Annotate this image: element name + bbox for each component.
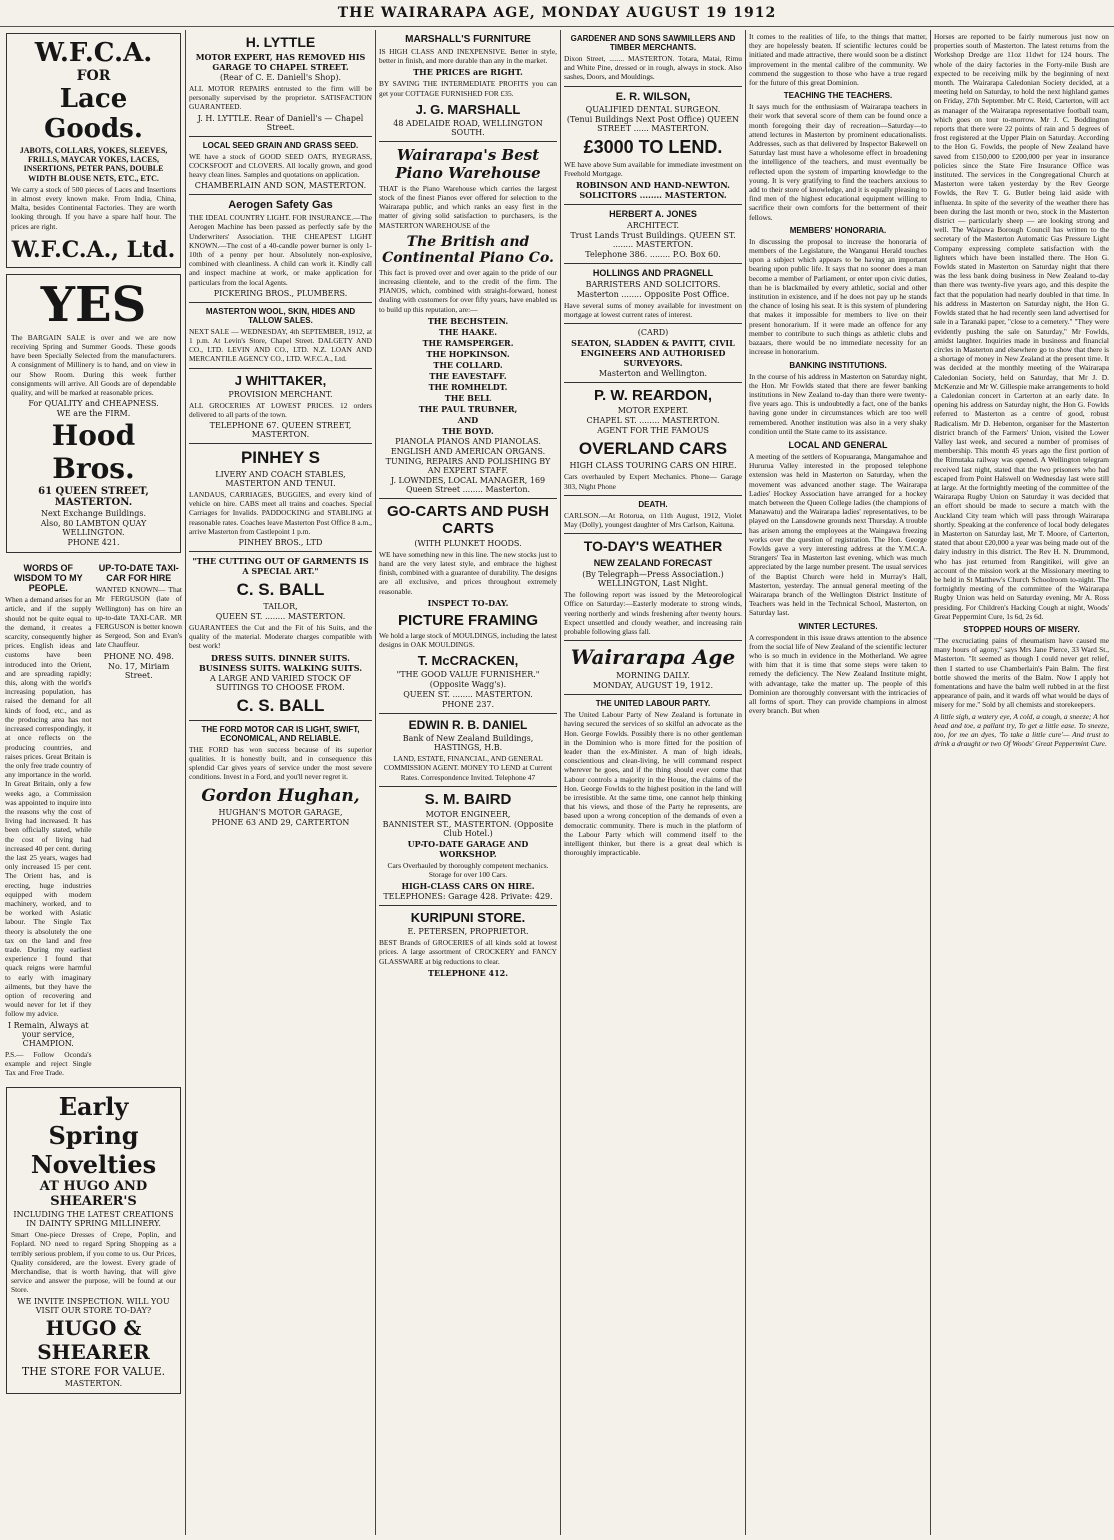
early-spring: Early Spring Novelties: [30, 1092, 157, 1180]
hugo-including: INCLUDING THE LATEST CREATIONS IN DAINTY SPRING MILLINERY.: [13, 1210, 174, 1229]
marshall-body: IS HIGH CLASS AND INEXPENSIVE. Better in style, better in finish, and more durable than any in the market.: [379, 47, 557, 66]
aerogen-sign: PICKERING BROS., PLUMBERS.: [213, 288, 348, 298]
wisdom-article: [5, 559, 92, 1079]
lend-sign: ROBINSON AND HAND-NEWTON. SOLICITORS ........ MASTERTON.: [576, 180, 730, 201]
gardner-body: Dixon Street, ........ MASTERTON. Totara, Matai, Rimu and White Pine, dressed or in rough, always in stock. Also sashes, Doors, and Mouldings.: [564, 54, 742, 82]
overland-body: Cars overhauled by Expert Mechanics. Phone— Garage 303, Night Phone: [564, 472, 742, 491]
ball-body: GUARANTEES the Cut and the Fit of his Suits, and the quality of the material. Moderate charges compatible with best work!: [189, 623, 372, 651]
editorial-top: It comes to the realities of life, to the things that matter, they are hopelessly beaten. If scientific lectures could be initiated and made attractive, there would soon be a distinct improvement in the mental calibre of the community. We commend the suggestion to those who have a true regard for the future of this great Dominion.: [749, 32, 927, 88]
gardner-title: GARDENER AND SONS SAWMILLERS AND TIMBER MERCHANTS.: [570, 34, 736, 52]
grass-sign: CHAMBERLAIN AND SON, MASTERTON.: [194, 181, 367, 191]
wisdom-title: WORDS OF WISDOM TO MY PEOPLE.: [13, 563, 83, 594]
wfca-title: W.F.C.A.: [34, 38, 153, 68]
grass-body: WE have a stock of GOOD SEED OATS, RYEGRASS, COCKSFOOT and CLOVERS. All locally grown, and good heavy clean lines. Samples and quotations on application.: [189, 151, 372, 180]
misery-title: STOPPED HOURS OF MISERY.: [963, 625, 1080, 634]
wfca-items: JABOTS, COLLARS, YOKES, SLEEVES, FRILLS, MAYCAR YOKES, LACES, INSERTIONS, PETER PANS, DOUBLE WIDTH BLOUSE NETS, ETC., ETC.: [19, 146, 168, 183]
hood-phone: PHONE 421.: [67, 538, 120, 548]
petersen: E. PETERSEN, PROPRIETOR.: [407, 927, 529, 937]
jones-sub: ARCHITECT.: [626, 221, 680, 231]
mccracken-opposite: (Opposite Wagg's).: [429, 680, 507, 690]
reardon-name: P. W. REARDON,: [593, 387, 713, 405]
yes-quality: For QUALITY and CHEAPNESS.: [28, 399, 159, 409]
weather-body: The following report was issued by the Meteorological Office on Saturday:—Easterly moderate to strong winds, veering northerly and winds freshening after twenty hours. Expect unsettled and cloudy weather, and increasing rain probable following glass fall.: [564, 590, 742, 637]
hood-next: Next Exchange Buildings.: [40, 509, 147, 519]
marshall-prices: THE PRICES are RIGHT.: [413, 67, 523, 78]
hollings-address: Masterton ........ Opposite Post Office.: [576, 290, 730, 300]
banking-title: BANKING INSTITUTIONS.: [789, 360, 887, 370]
piano-item: THE PAUL TRUBNER,: [418, 403, 518, 414]
piano-body: THAT is the Piano Warehouse which carries the largest stock of the finest Pianos ever offered for selection to the Wairarapa public, and which ranks an easy first in the matter of giving solid satisfaction to purchasers, is the MASTERTON WAREHOUSE of the: [379, 183, 557, 230]
piano-item: THE HOPKINSON.: [426, 348, 510, 359]
yes-heading: YES: [40, 276, 147, 333]
aerogen-body: THE IDEAL COUNTRY LIGHT. FOR INSURANCE.—The Aerogen Machine has been passed as perfectly safe by the Underwriters' Association. THE CHEAPEST LIGHT KNOWN.—The cost of a 40-candle power burner is only 1-10th of a penny per hour. Absolutely non-explosive, combined with cleanliness. A child can work it. Kindly call and inspect machine at work, or make application for particulars from the local Agents.: [189, 213, 372, 287]
teachers-body: It says much for the enthusiasm of Wairarapa teachers in their work that several score of them can be found once a month foregoing their day of recreation—Saturday—to attend lectures in Masterton by prominent educationalists. Addresses, such as that delivered by Inspector Bakewell on Saturday last must have a wholesome effect in broadening the intelligence of the teachers, and must eventually be reflected upon the system of imparting knowledge to the young. It is very gratifying to find the teachers anxious to add to their store of knowledge, and it is equally pleasing to find men of the highest educational equipment willing to sacrifice their own comforts for the betterment of their fellows.: [749, 102, 927, 222]
lend-body: WE have above Sum available for immediate investment on Freehold Mortgage.: [564, 159, 742, 178]
hughan-name: Gordon Hughan,: [201, 785, 360, 806]
lyttle-sign: J. H. LYTTLE. Rear of Daniell's — Chapel Street.: [197, 113, 364, 132]
pinhey-body: LANDAUS, CARRIAGES, BUGGIES, and every kind of vehicle on hire. CABS meet all trains and coaches. Special Carriages for Invalids. PADDOCKING and STABLING at reasonable rates. Coaches leave Masterton Post Office 8 a.m., arrive Masterton from Castlepoint 1 p.m.: [189, 490, 372, 536]
aerogen-title: Aerogen Safety Gas: [228, 199, 333, 212]
wfca-for: FOR: [76, 68, 111, 84]
winter-title: WINTER LECTURES.: [798, 621, 878, 631]
column-6: [931, 30, 1112, 1535]
ford-title: THE FORD MOTOR CAR IS LIGHT, SWIFT, ECONOMICAL, AND RELIABLE.: [201, 724, 360, 743]
labour-body: The United Labour Party of New Zealand is fortunate in having secured the services of so skilful an advocate as the Hon. George Fowlds. Possibly there is no other gentleman in the Dominion who is more fitted for the position of leader than the ex-Minister. A man of high ideals, conscientious and clean-living, he will command respect wherever he goes, and if the thing should ever come that Labour controls a majority in the House, the claims of the Hon. George Fowlds to the highest position in the land will be irresistible. At the same time, one cannot help thinking that his views, and those of the Party he represents, are based upon a wrong conception of the demands of even a democratic community. There is much in the platform of the Labour Party which will commend itself to the intelligent thinker, but there is a great deal which is thoroughly impracticable.: [564, 710, 742, 858]
seaton-name: SEATON, SLADDEN & PAVITT, CIVIL ENGINEERS AND AUTHORISED SURVEYORS.: [571, 338, 735, 369]
mccracken-address: QUEEN ST. ........ MASTERTON.: [403, 690, 533, 700]
gocarts-title: GO-CARTS AND PUSH CARTS: [387, 502, 549, 537]
wfca-body: We carry a stock of 500 pieces of Laces and Insertions in almost every known make. From India, China, Malta, besides Continental Factories. They are worth looking through. If you have a spare half hour. The prices are right.: [11, 184, 176, 231]
grass-title: LOCAL SEED GRAIN AND GRASS SEED.: [202, 140, 359, 150]
marshall-cut: BY SAVING THE INTERMEDIATE PROFITS you can get your COTTAGE FURNISHED FOR £35.: [379, 79, 557, 98]
winter-body: A correspondent in this issue draws attention to the absence from the social life of New Zealand of the scientific lecturer who is so much in evidence in the Motherland. We agree with him that it is time that some steps were taken to remedy the deficiency. The New Zealand Institute might, with advantage, take the matter up. The people of this Dominion are thoroughly conversant with the intricacies of all forms of sport. They can provide champions in almost every branch. But when: [749, 632, 927, 716]
pinhey-sub: LIVERY AND COACH STABLES, MASTERTON AND TENUI.: [215, 470, 346, 489]
piano-item: THE EAVESTAFF.: [429, 370, 507, 381]
death-title: DEATH.: [638, 499, 668, 509]
taxi-body: WANTED KNOWN— That Mr FERGUSON (late of Wellington) has on hire an up-to-date TAXI-CAR. MR FERGUSON is better known as Sergeod, Son and Evan's late Chauffeur.: [95, 585, 182, 650]
hood-ad: [6, 274, 181, 553]
pianola: PIANOLA PIANOS AND PIANOLAS.: [395, 436, 541, 446]
piano-item: AND: [457, 414, 479, 425]
daniel-body: LAND, ESTATE, FINANCIAL, AND GENERAL COMMISSION AGENT. MONEY TO LEND at Current Rates. Correspondence Invited. Telephone 47: [383, 754, 553, 782]
banking-body: In the course of his address in Masterton on Saturday night, the Hon. Mr Fowlds stated that there are fewer banking institutions in New Zealand to-day than there were twenty-five years ago. This is undoubtedly a fact, one of the banks having gone under in circumstances which are too well remembered. Another institution was also in a very shaky condition until the State came to its assistance.: [749, 371, 927, 436]
british-body: This fact is proved over and over again to the pride of our increasing clientele, and to the credit of the firm. The PIANOS, which, combined with straight-forward, honest dealing with customers for over fifty years, have enabled us to build up this reputation, are:—: [379, 267, 557, 314]
lyttle-rear: (Rear of C. E. Daniell's Shop).: [219, 73, 341, 82]
ball-tag: "THE CUTTING OUT OF GARMENTS IS A SPECIAL ART.": [192, 556, 369, 577]
wfca-lace: Lace Goods.: [44, 84, 143, 144]
tuning: TUNING, REPAIRS AND POLISHING BY AN EXPERT STAFF.: [385, 456, 551, 475]
kuripuni-telephone: TELEPHONE 412.: [428, 967, 508, 978]
mccracken-tag: "THE GOOD VALUE FURNISHER.": [396, 670, 540, 680]
piano-item: THE COLLARD.: [433, 359, 503, 370]
wilson-sub: QUALIFIED DENTAL SURGEON.: [585, 104, 721, 114]
wool-body: NEXT SALE — WEDNESDAY, 4th SEPTEMBER, 1912, at 1 p.m. At Levin's Store, Chapel Street. DALGETY AND CO., LTD. LEVIN AND CO., LTD. N.Z. LOAN AND MERCANTILE AGENCY CO., LTD. W.F.C.A., Ltd.: [189, 326, 372, 364]
hugo-body: Smart One-piece Dresses of Crepe, Poplin, and Foplard. NO need to regard Spring Shopping as a terribly serious problem, if you come to us. Our Prices, Quality considered, are the lowest. Every grade of Merchandise, that is worth having, that will give service and answer the purpose, will be found at our Store.: [11, 1230, 176, 1295]
column-2: [186, 30, 375, 1535]
piano-item: THE HAAKE.: [438, 326, 498, 337]
age-date: MONDAY, AUGUST 19, 1912.: [592, 681, 714, 691]
gocarts-inspect: INSPECT TO-DAY.: [427, 597, 509, 608]
jones-name: HERBERT A. JONES: [609, 209, 697, 220]
whittaker-phone: TELEPHONE 67. QUEEN STREET, MASTERTON.: [209, 421, 352, 440]
hollings-name: HOLLINGS AND PRAGNELL: [592, 268, 714, 279]
gocarts-body: WE have something new in this line. The new stocks just to hand are the very latest style, and embrace the highest finish, combined with a guarantee of durability. The designs are all exclusive, and prices throughout extremely reasonable.: [379, 549, 557, 596]
marshall-title: MARSHALL'S FURNITURE: [405, 34, 531, 45]
yes-firm: WE are the FIRM.: [56, 409, 131, 419]
seaton-address: Masterton and Wellington.: [598, 369, 708, 379]
baird-telephones: TELEPHONES: Garage 428. Private: 429.: [383, 892, 553, 902]
piano-item: THE BOYD.: [442, 425, 494, 436]
hughan-phone: PHONE 63 AND 29, CARTERTON: [211, 817, 350, 827]
ball-tailor: TAILOR,: [263, 602, 298, 612]
baird-hire: HIGH-CLASS CARS ON HIRE.: [401, 881, 535, 892]
lyttle-sub: MOTOR EXPERT, HAS REMOVED HIS GARAGE TO CHAPEL STREET.: [195, 52, 366, 72]
hugo-invite: WE INVITE INSPECTION. WILL YOU VISIT OUR STORE TO-DAY?: [17, 1296, 170, 1315]
piano-item: THE RAMSPERGER.: [422, 337, 514, 348]
taxi-title: UP-TO-DATE TAXI-CAR FOR HIRE: [98, 563, 179, 584]
card-label: (CARD): [637, 328, 669, 338]
lowndes: J. LOWNDES, LOCAL MANAGER, 169 Queen Street ........ Masterton.: [390, 475, 546, 494]
pinhey-name: PINHEY S: [240, 448, 321, 468]
taxi-phone: PHONE NO. 498.: [103, 651, 174, 661]
hugo-at: AT HUGO AND SHEARER'S: [39, 1179, 148, 1210]
hugo-ad: [6, 1087, 181, 1393]
daniel-sub: Bank of New Zealand Buildings, HASTINGS, H.B.: [402, 734, 534, 753]
wisdom-and-shop: [5, 559, 182, 1079]
mccracken-phone: PHONE 237.: [441, 700, 495, 710]
weather-title: TO-DAY'S WEATHER: [583, 538, 723, 555]
hollings-body: Have several sums of money available for investment on mortgage at lowest current rates of interest.: [564, 301, 742, 320]
british-title: The British and Continental Piano Co.: [382, 233, 554, 266]
champion-ps: P.S.— Follow Oconda's example and reject Single Tax and Free Trade.: [5, 1049, 92, 1077]
taxi-ad: [96, 559, 183, 1079]
local-notes: Horses are reported to be fairly numerous just now on properties south of Masterton. The latest returns from the Workshop Dredge are 11oz 11dwt for 124 hours. The whole of the dairy factories in the Forty-mile Bush are expected to be receiving milk by the beginning of next month. The Wairarapa Caledonian Society decided, at a meeting held on Saturday, to hold the next highland games on Friday, 27th September. Mr C. Reid, Carterton, will act as manager of the Wairarapa representative football team, which goes on tour to-morrow. Mr J. C. Boddington reports that there were 22 points of rain and 5 degrees of frost registered at the Upper Plain on Saturday. According to the Hon G. Fowlds, the people of New Zealand have saved from £150,000 to £200,000 per year in insurance policies since the State Fire Insurance Office was instituted. The services in the Congregational Church at Masterton were taken yesterday by the Rev George Fowlds, the Rev T. G. Butler being laid aside with influenza. In spite of the severity of the weather there has been during the last month or two, stock in the Masterton district — particularly sheep — are looking strong and well. The Waipawa Borough Council has written to the secretary of the Masterton Automatic Gas Pressure Light Company expressing complete satisfaction with the lighters which have been installed there. The Hon G. Fowlds stated in Masterton on Saturday night that there was the less bank doing business in New Zealand to-day than there was twenty-five years ago, and this despite the fact that the population had nearly doubled in that time. In his address in Masterton on Saturday night, the Hon G. Fowlds stated that he had recently seen land advertised for sale in a Taranaki paper, "close to a cemetery." "They were evidently pushing the sale on Saturday," Mr Fowlds, amidst laughter. Inquiries made in business and financial circles in Masterton and elsewhere go to show that there is a shortage of money in New Zealand at the present time. It was decided at the monthly meeting of the Wairarapa Caledonian Society, held on Saturday, that Mr J. D. McKenzie and Mr W. Gillespie make arrangements to hold a Caledonian concert in Carterton at an early date. In opening his address on Saturday night, the Hon G. Fowlds referred to Masterton as a centre of good, robust Radicalism. Mr D. Hebenton, organiser for the Masterton district branch of the Farmers' Union, visited the Lower Valley last week, and secured a number of promises of membership. This month 45 years ago the first portion of the Rimutaka railway was opened. A Wellington telegram received last night, stated that the two prisoners who had escaped from Point Halswell on Wednesday last were still at large. At the fortnightly meeting of the committee of the Wairarapa Rugby Union on Saturday it was decided that an effort should be made to secure a match with the Auckland City team which will pass through Wairarapa shortly. Speaking at the conference of local body delegates in Masterton on Saturday last, Mr T. Moore, of Carterton, stated that about £20,000 a year was being made out of the dairy industry in this district. The Rev H. N. Drummond, who has just returned from Rangitikei, will give an account of the mission work at the Missionary meeting to be held in St Matthew's Church Schoolroom to-night. The fortnightly meeting of the committee of the Wairarapa Rugby Union was held on Saturday evening, Mr A. Ross presiding. For Children's Hacking Cough at night, Woods' Great Peppermint Cure, 1s 6d, 2s 6d.: [934, 32, 1109, 621]
piano-item: THE BELL: [444, 392, 492, 403]
ford-body: THE FORD has won success because of its superior qualities. It is honestly built, and in consequence this splendid Car gives years of service under the most severe conditions. Invest in a Ford, and you'll never regret it.: [189, 744, 372, 782]
pinhey-sign: PINHEY BROS., LTD: [238, 538, 323, 548]
whittaker-sub: PROVISION MERCHANT.: [228, 389, 333, 399]
wilson-name: E. R. WILSON,: [615, 90, 691, 103]
peppermint-poem: A little sigh, a watery eye, A cold, a cough, a sneeze; A hot head and toe, a pallant try, To get a little ease. To sneeze, too, for me an dyes, 'To take a little cure'— And trust to drink a draught or two Of Woods' Great Peppermint Cure.: [934, 711, 1109, 749]
marshall-address: 48 ADELAIDE ROAD, WELLINGTON SOUTH.: [393, 118, 543, 137]
hood-address: 61 QUEEN STREET, MASTERTON.: [38, 486, 149, 509]
gocarts-sub: (WITH PLUNKET HOODS.: [414, 538, 522, 548]
masthead: THE WAIRARAPA AGE, MONDAY AUGUST 19 1912: [0, 0, 1114, 27]
yes-body: The BARGAIN SALE is over and we are now receiving Spring and Summer Goods. These goods have been Specially Selected from the manufacturers. A consignment of Millinery is to hand, and on view in our Show Room. During this week further consignments will arrive. All Goods are of dependable quality, and will be marked at reasonable prices.: [11, 332, 176, 398]
wfca-ad: [6, 33, 181, 268]
wisdom-body: When a demand arises for an article, and if the supply should not be quite equal to the demand, it creates a scarcity, consequently higher prices. English ideas and customs have been introduced into the Orient, and are spreading rapidly; this, along with the world's increasing population, has raised the demand for all kinds of food, etc., and as the producing area has not increased correspondingly, it at once reflects on the producing countries, and raises prices. Great Britain is the only free trade country of any importance in the world. In Great Britain, only a few weeks ago, a Commission was appointed to inquire into the reasons why the cost of living had increased. It has been officially stated, while the cost of living had increased 40 per cent. during the last 25 years, wages had only increased 15 per cent. The Orient has, and is erecting, huge industries equipped with modern machinery, worked, and to be worked with Asiatic labour. The Single Tax theory is absolutely the one tax on the land and free trade. During my earliest experience I found that quack reigns were harmful to early with imaginary ailments, but they have the option of recovering and would never for let if they follow my advice.: [5, 595, 92, 1019]
honoraria-title: MEMBERS' HONORARIA.: [789, 225, 887, 235]
hughan-sub: HUGHAN'S MOTOR GARAGE,: [218, 807, 343, 817]
lyttle-body: ALL MOTOR REPAIRS entrusted to the firm will be personally supervised by the proprietor. SATISFACTION GUARANTEED.: [189, 84, 372, 112]
honoraria-body: In discussing the proposal to increase the honoraria of members of the Legislature, the Wanganui Herald touches upon a subject which appears to be having an important bearing upon public life. It says that no sooner does a man become a member of Parliament, or enter upon civic duties, than he is blackmailed by every athletic, social and other institution in existence, and if he does not pay up he stands the chance of losing his seat. It is this system of plundering that makes it impossible for members to live on their present honorarium. If it were made an offence for any member to contribute to such things as athletic clubs and bazaars, there would be no immediate necessity for an increase in honorarium.: [749, 236, 927, 357]
wilson-address: (Tenui Buildings Next Post Office) QUEEN STREET ...... MASTERTON.: [566, 114, 740, 133]
column-4: [561, 30, 745, 1535]
kuripuni-body: BEST Brands of GROCERIES of all kinds sold at lowest prices. A large assortment of CROCKERY and FANCY GLASSWARE at big reductions to clear.: [379, 938, 557, 966]
local-title: LOCAL AND GENERAL: [788, 439, 888, 450]
lyttle-name: H. LYTTLE: [245, 34, 316, 50]
piano-item: THE ROMHELDT.: [428, 381, 508, 392]
age-title: Wairarapa Age: [570, 645, 736, 670]
teachers-title: TEACHING THE TEACHERS.: [783, 91, 893, 101]
organs: ENGLISH AND AMERICAN ORGANS.: [390, 446, 546, 456]
whittaker-name: J WHITTAKER,: [234, 372, 327, 388]
hood-name: Hood Bros.: [51, 419, 136, 486]
hollings-sub: BARRISTERS AND SOLICITORS.: [585, 280, 721, 290]
column-5: [746, 30, 930, 1535]
ball-suits: DRESS SUITS. DINNER SUITS. BUSINESS SUITS. WALKING SUITS.: [199, 652, 362, 673]
column-1: [2, 30, 185, 1535]
ball-address: QUEEN ST. ........ MASTERTON.: [215, 612, 346, 622]
mccracken-name: T. McCRACKEN,: [417, 653, 519, 669]
misery-body: "The excruciating pains of rheumatism have caused me many hours of agony," says Mrs Jane Pierce, 33 Ward St., Masterton. "It seemed as though I could never get relief, then I started to use Chamberlain's Pain Balm. The first bottle showed the merits of the Balm. Now I apply hot fomentations and have the balm well rubbed in at the first appearance of pain, and it wards off what would be days of misery for me." Sold by all chemists and storekeepers.: [934, 636, 1109, 710]
ball-large: A LARGE AND VARIED STOCK OF SUITINGS TO CHOOSE FROM.: [209, 673, 352, 692]
wfca-bottom: W.F.C.A., Ltd.: [11, 236, 176, 263]
baird-garage: UP-TO-DATE GARAGE AND WORKSHOP.: [407, 838, 529, 859]
jones-address: Trust Lands Trust Buildings. QUEEN ST. ........ MASTERTON.: [570, 231, 736, 250]
ball-name-2: C. S. BALL: [236, 695, 325, 715]
marshall-name: J. G. MARSHALL: [415, 101, 521, 117]
hugo-town: MASTERTON.: [64, 1378, 123, 1388]
overland-title: OVERLAND CARS: [578, 439, 728, 459]
champion-sign: I Remain, Always at your service, CHAMPION.: [7, 1020, 89, 1048]
piano-title: Wairarapa's Best Piano Warehouse: [395, 145, 541, 182]
jones-telephone: Telephone 386. ........ P.O. Box 60.: [585, 250, 721, 260]
daniel-name: EDWIN R. B. DANIEL: [408, 718, 528, 733]
baird-address: BANNISTER ST., MASTERTON. (Opposite Club Hotel.): [382, 819, 554, 838]
forecast-title: NEW ZEALAND FORECAST: [593, 558, 713, 569]
reardon-agent: AGENT FOR THE FAMOUS: [597, 426, 709, 436]
hugo-name: HUGO & SHEARER: [37, 1315, 150, 1364]
age-sub: MORNING DAILY.: [616, 671, 690, 681]
lend-title: £3000 TO LEND.: [583, 136, 723, 157]
overland-sub: HIGH CLASS TOURING CARS ON HIRE.: [569, 461, 737, 471]
hugo-tag: THE STORE FOR VALUE.: [21, 1364, 166, 1378]
hood-also: Also, 80 LAMBTON QUAY WELLINGTON.: [40, 519, 147, 538]
piano-list: [379, 316, 557, 436]
kuripuni-title: KURIPUNI STORE.: [410, 910, 526, 926]
baird-name: S. M. BAIRD: [424, 790, 512, 808]
taxi-address: No. 17, Miriam Street.: [107, 661, 170, 680]
framing-body: We hold a large stock of MOULDINGS, including the latest designs in OAK MOULDINGS.: [379, 630, 557, 650]
reardon-sub: MOTOR EXPERT.: [617, 406, 689, 416]
piano-item: THE BECHSTEIN.: [427, 315, 509, 326]
wool-title: MASTERTON WOOL, SKIN, HIDES AND TALLOW SALES.: [205, 306, 356, 325]
column-3: [376, 30, 560, 1535]
ball-name: C. S. BALL: [236, 580, 325, 600]
baird-sub: MOTOR ENGINEER,: [425, 809, 511, 819]
death-body: CARLSON.—At Rotorua, on 11th August, 1912, Violet May (Dolly), youngest daughter of Mrs Carlson, Kaituna.: [564, 510, 742, 530]
labour-title: THE UNITED LABOUR PARTY.: [595, 699, 711, 709]
framing-title: PICTURE FRAMING: [398, 611, 538, 629]
whittaker-body: ALL GROCERIES AT LOWEST PRICES. 12 orders delivered to all parts of the town.: [189, 400, 372, 419]
baird-body: Cars Overhauled by thoroughly competent mechanics. Storage for over 100 Cars.: [387, 860, 549, 880]
weather-by: (By Telegraph—Press Association.) WELLINGTON, Last Night.: [582, 570, 724, 589]
reardon-address: CHAPEL ST. ........ MASTERTON.: [586, 416, 720, 426]
local-body: A meeting of the settlers of Kopuaranga, Mangamahoe and Hururua Valley interested in the proposed telephone extension was held in Masterton on Saturday, when the movement was advanced another stage. The Wairarapa Ladies' Hockey Association have arranged for a hockey match between the Queen College ladies (the champions of Manawatu) and the Wairarapa ladies' representatives, to be played on the Lansdowne grounds next Thursday. A trouble has arisen among the employees at the Waingawa freezing works over the question of registration. The Hon. George Fowlds gave a very interesting address at the Y.M.C.A. Strangers' Tea in Masterton last evening, which was much appreciated by the large number present. The usual services of the Baptist Church were held in Murray's Hall, Masterton, yesterday. The annual general meeting of the Wairarapa branch of the Wellington District Institute of Teachers was held in the Technical School, Masterton, on Saturday last.: [749, 451, 927, 618]
